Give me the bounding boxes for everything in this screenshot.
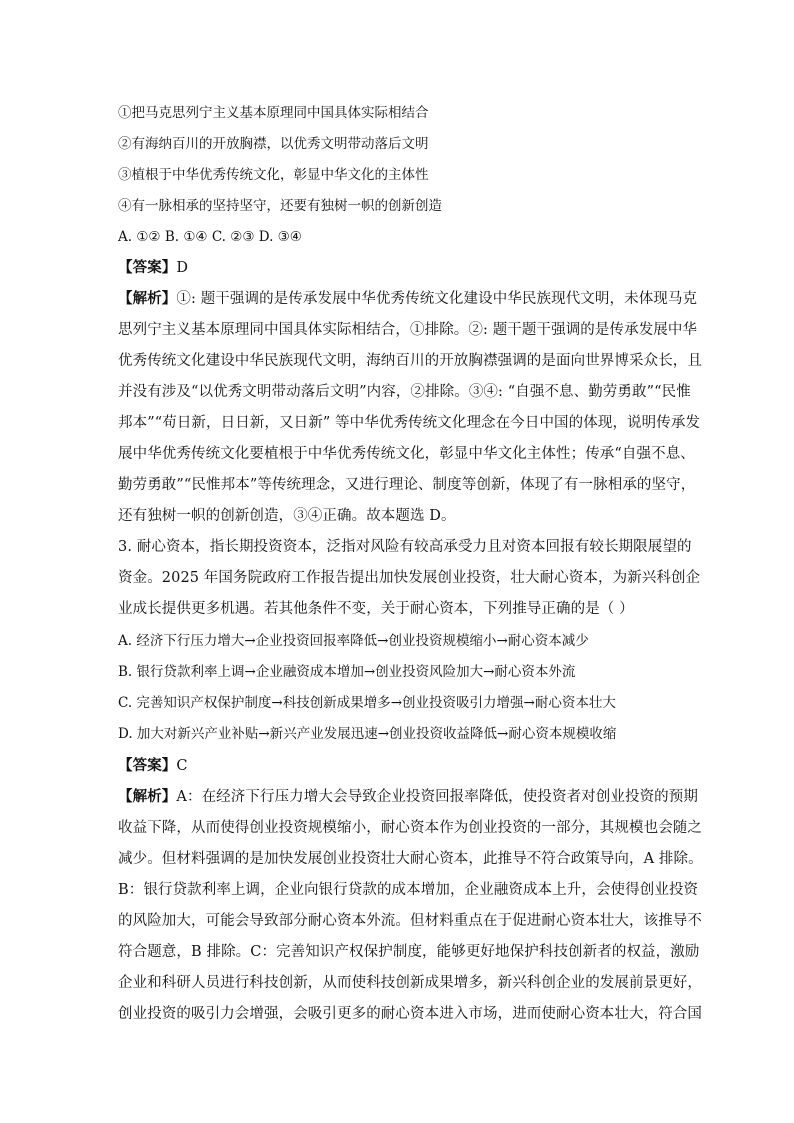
question-3-answer-line xyxy=(118,756,188,776)
question-3-stem-2: 资金。2025 年国务院政府工作报告提出加快发展创业投资，壮大耐心资本，为新兴科创企 xyxy=(118,570,701,586)
answer-tag: 【答案】 xyxy=(118,757,177,774)
question-3-analysis-line-7: 企业和科研人员进行科技创新，从而使科技创新成果增多，新兴科创企业的发展前景更好， xyxy=(118,975,702,991)
analysis-line-8: 还有独树一帜的创新创造，③④正确。故本题选 D。 xyxy=(118,508,456,524)
analysis-line-7: 勤劳勇敢”“民惟邦本”等传统理念，又进行理论、制度等创新，体现了有一脉相承的坚守， xyxy=(118,477,696,493)
question-3-analysis-line-8: 创业投资的吸引力会增强，会吸引更多的耐心资本进入市场，进而使耐心资本壮大，符合国 xyxy=(118,1006,702,1022)
analysis-line-6: 展中华优秀传统文化要植根于中华优秀传统文化，彰显中华文化主体性；传承“自强不息、 xyxy=(118,446,695,462)
answer-tag: 【答案】 xyxy=(118,259,177,276)
question-3-option-b: B. 银行贷款利率上调→企业融资成本增加→创业投资风险加大→耐心资本外流 xyxy=(118,664,576,680)
analysis-tag: 【解析】 xyxy=(118,788,177,805)
analysis-line-1 xyxy=(118,289,697,309)
answer-line xyxy=(118,258,188,278)
analysis-line-3: 优秀传统文化建设中华民族现代文明，海纳百川的开放胸襟强调的是面向世界博采众长，且 xyxy=(118,353,702,369)
statement-3: ③植根于中华优秀传统文化，彰显中华文化的主体性 xyxy=(118,167,429,183)
question-3-option-c: C. 完善知识产权保护制度→科技创新成果增多→创业投资吸引力增强→耐心资本壮大 xyxy=(118,695,616,711)
analysis-line-2: 思列宁主义基本原理同中国具体实际相结合，①排除。②: 题干题干强调的是传承发展中华 xyxy=(118,322,698,338)
answer-value: D xyxy=(176,260,189,276)
question-3-analysis-line-4: B：银行贷款利率上调，企业向银行贷款的成本增加，企业融资成本上升，会使得创业投资 xyxy=(118,882,699,898)
analysis-line-5: 邦本”“苟日新，日日新，又日新” 等中华优秀传统文化理念在今日中国的体现，说明传承发 xyxy=(118,415,701,431)
analysis-tag: 【解析】 xyxy=(118,290,177,307)
statement-1: ①把马克思列宁主义基本原理同中国具体实际相结合 xyxy=(118,105,429,121)
analysis-text: A：在经济下行压力增大会导致企业投资回报率降低，使投资者对创业投资的预期 xyxy=(176,789,698,805)
analysis-text: ①: 题干强调的是传承发展中华优秀传统文化建设中华民族现代文明，未体现马克 xyxy=(176,291,698,307)
answer-choices: A. ①② B. ①④ C. ②③ D. ③④ xyxy=(118,229,302,245)
question-3-stem-1: 3. 耐心资本，指长期投资资本，泛指对风险有较高承受力且对资本回报有较长期限展望的 xyxy=(118,539,692,555)
question-3-stem-3: 业成长提供更多机遇。若其他条件不变，关于耐心资本，下列推导正确的是（ ） xyxy=(118,601,634,617)
question-3-analysis-line-2: 收益下降，从而使得创业投资规模缩小，耐心资本作为创业投资的一部分，其规模也会随之 xyxy=(118,820,702,836)
question-3-option-a: A. 经济下行压力增大→企业投资回报率降低→创业投资规模缩小→耐心资本减少 xyxy=(118,633,589,649)
answer-value: C xyxy=(176,758,188,774)
question-3-option-d: D. 加大对新兴产业补贴→新兴产业发展迅速→创业投资收益降低→耐心资本规模收缩 xyxy=(118,726,617,742)
analysis-line-4: 并没有涉及“以优秀文明带动落后文明”内容，②排除。③④: “自强不息、勤劳勇敢”“民惟 xyxy=(118,384,691,400)
statement-2: ②有海纳百川的开放胸襟，以优秀文明带动落后文明 xyxy=(118,136,429,152)
question-3-analysis-line-6: 符合题意，B 排除。C：完善知识产权保护制度，能够更好地保护科技创新者的权益，激励 xyxy=(118,944,700,960)
question-3-analysis-line-5: 的风险加大，可能会导致部分耐心资本外流。但材料重点在于促进耐心资本壮大，该推导不 xyxy=(118,913,702,929)
statement-4: ④有一脉相承的坚持坚守，还要有独树一帜的创新创造 xyxy=(118,198,442,214)
question-3-analysis-line-3: 减少。但材料强调的是加快发展创业投资壮大耐心资本，此推导不符合政策导向，A 排除。 xyxy=(118,851,703,867)
question-3-analysis-line-1 xyxy=(118,787,698,807)
